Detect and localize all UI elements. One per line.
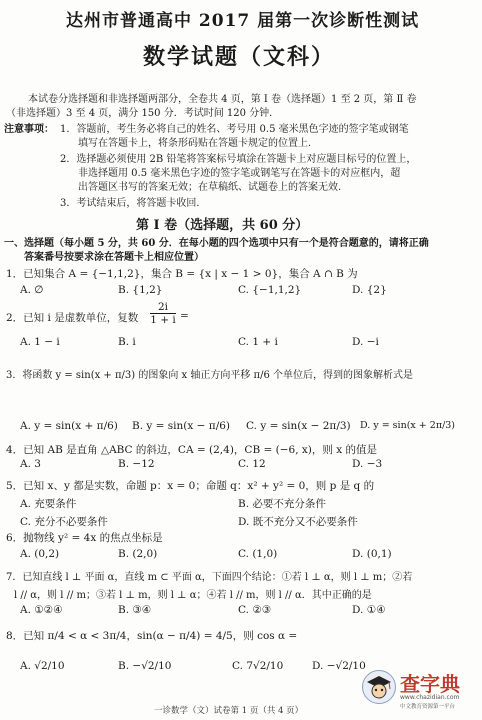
logo-tagline: 中文教育资源第一平台 [400, 704, 456, 710]
q2-fraction [150, 301, 176, 326]
graduate-mascot-icon [362, 670, 396, 704]
page-footer: 一诊数学（文）试卷第 1 页（共 4 页） [154, 706, 304, 716]
q7-stem-2: l // α，则 l // m；③若 l ⊥ m，则 l ⊥ α；④若 l // m，则 l // α．其中正确的是 [14, 590, 372, 601]
q2-option-a: A. 1 − i [20, 336, 60, 348]
intro-line-1: 本试卷分选择题和非选择题两部分，全卷共 4 页，第 Ⅰ 卷（选择题）1 至 2 页，第 Ⅱ 卷 [28, 94, 417, 105]
note-2b: 非选择题用 0.5 毫米黑色字迹的签字笔或钢笔写在答题卡的对应框内，超 [78, 168, 401, 179]
exam-subtitle: 数学试题（文科） [143, 44, 336, 70]
note-2a: 2．选择题必须使用 2B 铅笔将答案标号填涂在答题卡上对应题目标号的位置上， [60, 154, 417, 165]
q8-option-b: B. −√2/10 [118, 660, 172, 672]
q4-option-c: C. 12 [238, 458, 266, 470]
intro-line-2: （非选择题）3 至 4 页，满分 150 分．考试时间 120 分钟． [6, 108, 280, 119]
logo-url: www.chazidian.com [400, 694, 460, 701]
note-1a: 1．答题前，考生务必将自己的姓名、考号用 0.5 毫米黑色字迹的签字笔或钢笔 [60, 124, 409, 135]
part1-heading: 第 Ⅰ 卷（选择题，共 60 分） [136, 218, 309, 233]
q7-option-d: D. ①④ [352, 604, 386, 616]
q6-option-d: D. (0,1) [352, 548, 392, 560]
notes-label: 注意事项： [4, 124, 54, 135]
q2-stem: 2．已知 i 是虚数单位，复数 [6, 312, 139, 324]
q3-option-a: A. y = sin(x + π/6) [20, 420, 118, 432]
logo-name: 查字典 [400, 672, 460, 696]
q7-option-b: B. ③④ [118, 604, 152, 616]
exam-title: 达州市普通高中 2017 届第一次诊断性测试 [66, 11, 420, 31]
q4-option-a: A. 3 [20, 458, 41, 470]
chazidian-logo [360, 668, 478, 714]
q4-option-d: D. −3 [352, 458, 383, 470]
q8-option-a: A. √2/10 [20, 660, 65, 672]
q2-equals: = [180, 310, 189, 322]
q2-fraction-denominator: 1 + i [150, 314, 176, 326]
q2-option-b: B. i [118, 336, 136, 348]
q3-stem: 3．将函数 y = sin(x + π/3) 的图象向 x 轴正方向平移 π/6 个单位后，得到的图象解析式是 [6, 370, 414, 381]
q7-option-a: A. ①②④ [20, 604, 63, 616]
q5-option-a: A. 充要条件 [20, 498, 77, 510]
q5-option-b: B. 必要不充分条件 [238, 498, 326, 510]
q5-stem: 5．已知 x、y 都是实数，命题 p：x = 0；命题 q：x² + y² = 0，则 p 是 q 的 [6, 480, 375, 492]
q3-option-c: C. y = sin(x − 2π/3) [246, 420, 351, 432]
q7-option-c: C. ②③ [238, 604, 272, 616]
q8-option-c: C. 7√2/10 [232, 660, 284, 672]
q4-option-b: B. −12 [118, 458, 155, 470]
q3-option-d: D. y = sin(x + 2π/3) [360, 420, 456, 431]
q5-option-d: D. 既不充分又不必要条件 [238, 516, 358, 528]
q6-stem: 6．抛物线 y² = 4x 的焦点坐标是 [6, 532, 163, 544]
note-3: 3．考试结束后，将答题卡收回． [60, 198, 207, 209]
note-1b: 填写在答题卡上，将条形码贴在答题卡规定的位置上． [78, 138, 318, 149]
part1-instr-2: 答案番号按要求涂在答题卡上相应位置） [24, 252, 204, 263]
q8-stem: 8．已知 π/4 < α < 3π/4，sin(α − π/4) = 4/5，则 cos α = [6, 630, 298, 642]
q1-stem: 1．已知集合 A = {−1,1,2}，集合 B = {x | x − 1 > 0}，集合 A ∩ B 为 [6, 268, 358, 280]
q1-option-a: A. ∅ [20, 284, 44, 296]
q2-option-d: D. −i [352, 336, 379, 348]
q6-option-c: C. (1,0) [238, 548, 278, 560]
q3-option-b: B. y = sin(x − π/6) [132, 420, 231, 432]
q6-option-a: A. (0,2) [20, 548, 60, 560]
part1-instr-1: 一、选择题（每小题 5 分，共 60 分．在每小题的四个选项中只有一个是符合题意的，请将正确 [4, 238, 429, 249]
q1-option-d: D. {2} [352, 284, 387, 296]
q6-option-b: B. (2,0) [118, 548, 158, 560]
q7-stem-1: 7．已知直线 l ⊥ 平面 α，直线 m ⊂ 平面 α，下面四个结论：①若 l ⊥ α，则 l ⊥ m；②若 [6, 572, 413, 583]
q2-option-c: C. 1 + i [238, 336, 278, 348]
q2-fraction-numerator: 2i [150, 301, 176, 314]
q5-option-c: C. 充分不必要条件 [20, 516, 108, 528]
q1-option-b: B. {1,2} [118, 284, 163, 296]
note-2c: 出答题区书写的答案无效；在草稿纸、试题卷上的答案无效． [78, 182, 348, 193]
q1-option-c: C. {−1,1,2} [238, 284, 302, 296]
q8-option-d: D. −√2/10 [312, 660, 366, 672]
q4-stem: 4．已知 AB 是直角 △ABC 的斜边，CA = (2,4)，CB = (−6, x)，则 x 的值是 [6, 444, 378, 456]
